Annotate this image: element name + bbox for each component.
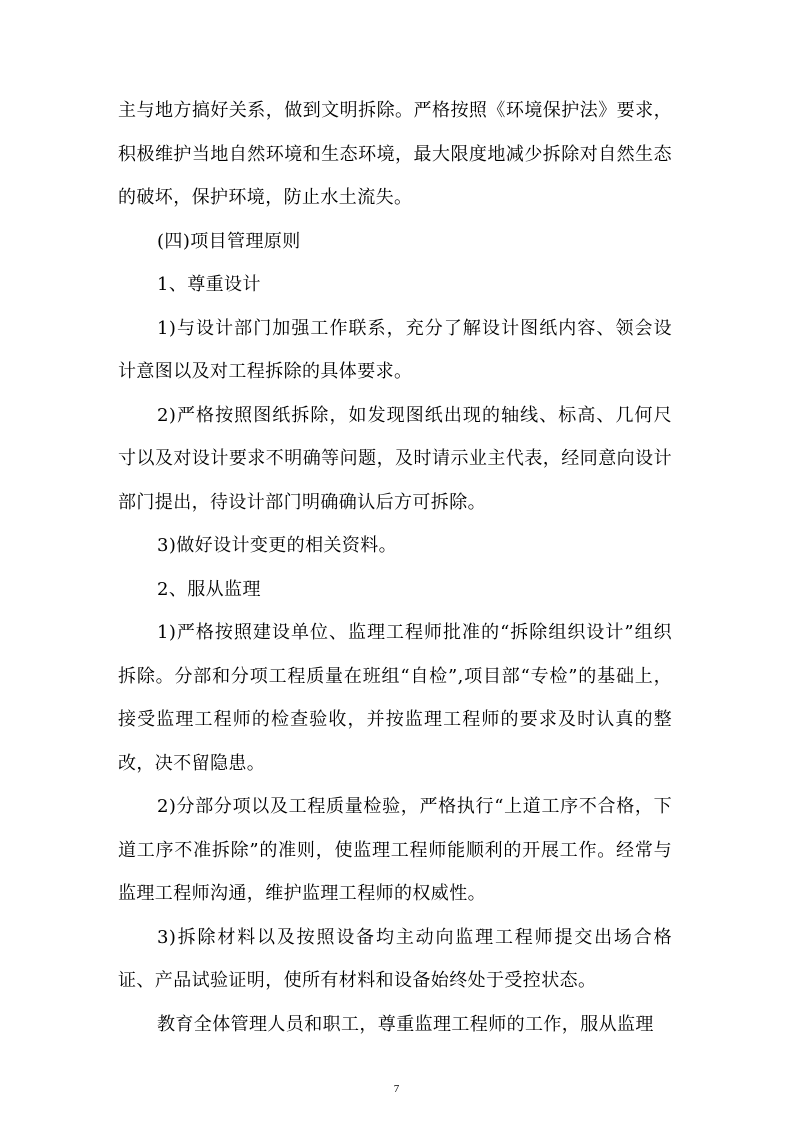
- paragraph-supervision-item-2: 2)分部分项以及工程质量检验，严格执行“上道工序不合格，下道工序不准拆除”的准则，使监理工程师能顺利的开展工作。经常与监理工程师沟通，维护监理工程师的权威性。: [118, 796, 672, 904]
- paragraph-design-item-2: 2)严格按照图纸拆除，如发现图纸出现的轴线、标高、几何尺寸以及对设计要求不明确等问题，及时请示业主代表，经同意向设计部门提出，待设计部门明确确认后方可拆除。: [118, 404, 672, 513]
- document-body: [118, 89, 672, 1046]
- paragraph-design-item-1: 1)与设计部门加强工作联系，充分了解设计图纸内容、领会设计意图以及对工程拆除的具体要求。: [118, 317, 672, 382]
- subheading-obey-supervision: 2、服从监理: [157, 578, 261, 600]
- paragraph-staff-education: 教育全体管理人员和职工，尊重监理工程师的工作，服从监理: [157, 1013, 654, 1035]
- paragraph-supervision-item-3: 3)拆除材料以及按照设备均主动向监理工程师提交出场合格证、产品试验证明，使所有材料和设备始终处于受控状态。: [118, 926, 672, 991]
- subheading-respect-design: 1、尊重设计: [157, 274, 261, 295]
- page-number: 7: [393, 1083, 400, 1095]
- paragraph-supervision-item-1: 1)严格按照建设单位、监理工程师批准的“拆除组织设计”组织拆除。分部和分项工程质量在班组“自检”,项目部“专检”的基础上，接受监理工程师的检查验收，并按监理工程师的要求及时认真的整改，决不留隐患。: [118, 622, 672, 774]
- paragraph-environment-protection: 主与地方搞好关系，做到文明拆除。严格按照《环境保护法》要求，积极维护当地自然环境和生态环境，最大限度地减少拆除对自然生态的破坏，保护环境，防止水土流失。: [118, 100, 672, 208]
- section-heading-project-management: (四)项目管理原则: [157, 230, 301, 252]
- paragraph-design-item-3: 3)做好设计变更的相关资料。: [157, 535, 398, 556]
